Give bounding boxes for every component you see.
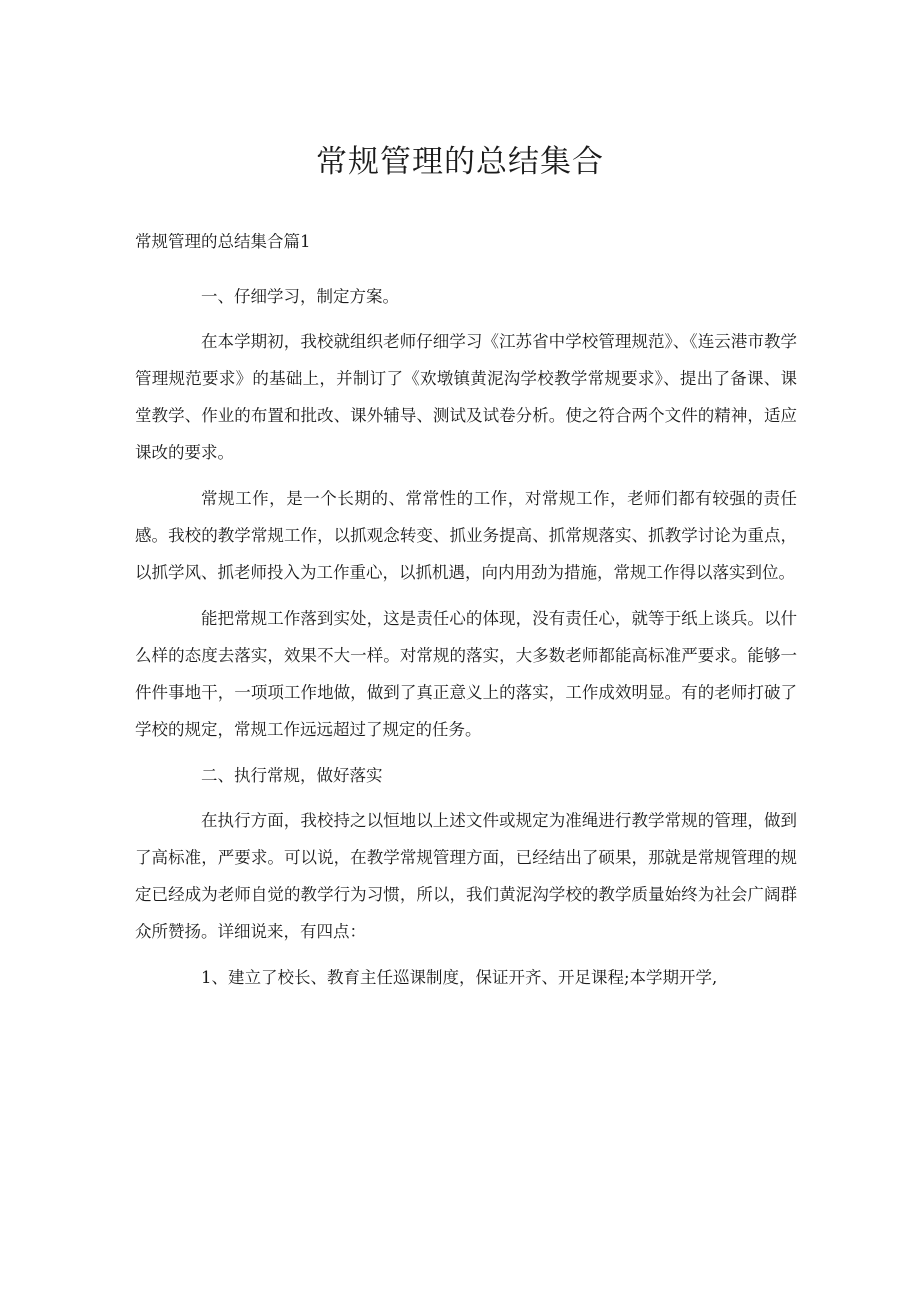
document-body bbox=[135, 278, 797, 1005]
document-subtitle: 常规管理的总结集合篇1 bbox=[135, 232, 311, 251]
section-heading-2: 二、执行常规，做好落实 bbox=[201, 766, 383, 785]
document-title: 常规管理的总结集合 bbox=[316, 144, 604, 180]
paragraph: 在执行方面，我校持之以恒地以上述文件或规定为准绳进行教学常规的管理，做到了高标准，严要求。可以说，在教学常规管理方面，已经结出了硕果，那就是常规管理的规定已经成为老师自觉的教学行为习惯，所以，我们黄泥沟学校的教学质量始终为社会广阔群众所赞扬。详细说来，有四点： bbox=[135, 811, 797, 941]
section-heading-1: 一、仔细学习，制定方案。 bbox=[201, 287, 399, 306]
paragraph: 在本学期初，我校就组织老师仔细学习《江苏省中学校管理规范》、《连云港市教学管理规范要求》的基础上，并制订了《欢墩镇黄泥沟学校教学常规要求》、提出了备课、课堂教学、作业的布置和批改、课外辅导、测试及试卷分析。使之符合两个文件的精神，适应课改的要求。 bbox=[135, 332, 797, 462]
paragraph: 常规工作，是一个长期的、常常性的工作，对常规工作，老师们都有较强的责任感。我校的教学常规工作，以抓观念转变、抓业务提高、抓常规落实、抓教学讨论为重点，以抓学风、抓老师投入为工作重心，以抓机遇，向内用劲为措施，常规工作得以落实到位。 bbox=[135, 489, 797, 582]
paragraph: 能把常规工作落到实处，这是责任心的体现，没有责任心，就等于纸上谈兵。以什么样的态度去落实，效果不大一样。对常规的落实，大多数老师都能高标准严要求。能够一件件事地干，一项项工作地做，做到了真正意义上的落实，工作成效明显。有的老师打破了学校的规定，常规工作远远超过了规定的任务。 bbox=[135, 609, 797, 739]
paragraph: 1、建立了校长、教育主任巡课制度，保证开齐、开足课程;本学期开学, bbox=[201, 968, 718, 987]
